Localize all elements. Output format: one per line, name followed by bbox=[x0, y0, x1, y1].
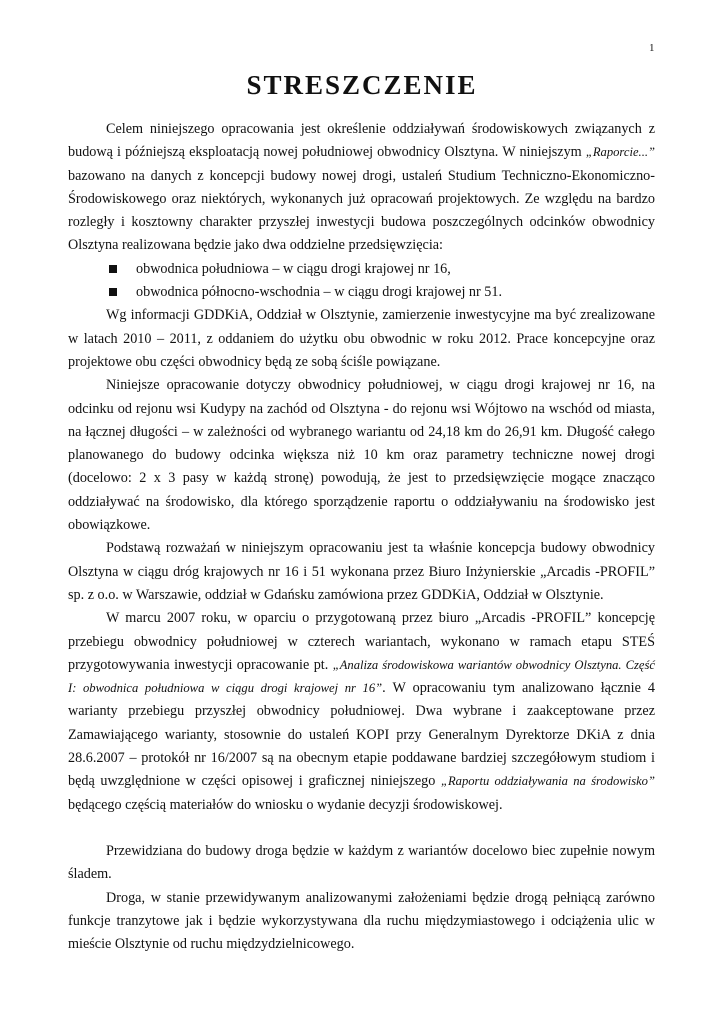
paragraph-schedule: Wg informacji GDDKiA, Oddział w Olsztynie, zamierzenie inwestycyjne ma być zrealizowane w latach 2010 – 2011, z oddaniem do użytku obu obwodnic w roku 2012. Prace koncepcyjne oraz projektowe obu części obwodnicy będą ze sobą ściśle powiązane. bbox=[68, 307, 655, 370]
paragraph-scope: Niniejsze opracowanie dotyczy obwodnicy południowej, w ciągu drogi krajowej nr 16, na odcinku od rejonu wsi Kudypy na zachód od Olsztyna - do rejonu wsi Wójtowo na wschód od miasta, na łącznej długości – w zależności od wybranego wariantu od 24,18 km do 26,91 km. Długość całego planowanego do budowy odcinka większa niż 10 km oraz parametry techniczne nowej drogi (docelowo: 2 x 3 pasy w każdą stronę) powodują, że jest to przedsięwzięcie mogące znacząco oddziaływać na środowisko, dla którego sporządzenie raportu o oddziaływaniu na środowisko jest obowiązkowe. bbox=[68, 377, 655, 534]
bullet-list bbox=[68, 258, 655, 305]
list-item-text: obwodnica południowa – w ciągu drogi krajowej nr 16, bbox=[136, 260, 451, 277]
paragraph-analysis-italic-1: „Analiza środowiskowa wariantów obwodnicy Olsztyna. Część I: obwodnica południowa w ciągu drogi krajowej nr 16” bbox=[68, 657, 655, 696]
document-title: STRESZCZENIE bbox=[246, 70, 478, 100]
paragraph-analysis-text-b: . W opracowaniu tym analizowano łącznie 4 warianty przebiegu przyszłej obwodnicy południowej. Dwa wybrane i zaakceptowane przez Zamawiającego warianty, stosownie do ustaleń KOPI przy Generalnym Dyrektorze DKiA z dnia 28.6.2007 – protokół nr 16/2007 są na obecnym etapie poddawane bardziej szczegółowym studiom i będą uwzględnione w części opisowej i graficznej niniejszego bbox=[68, 680, 655, 790]
list-item bbox=[68, 258, 655, 281]
list-item-text: obwodnica północno-wschodnia – w ciągu drogi krajowej nr 51. bbox=[136, 284, 503, 301]
paragraph-analysis-italic-2: „Raportu oddziaływania na środowisko” bbox=[440, 774, 655, 789]
list-item bbox=[68, 281, 655, 304]
paragraph-new-route: Przewidziana do budowy droga będzie w każdym z wariantów docelowo biec zupełnie nowym śladem. bbox=[68, 842, 655, 883]
paragraph-analysis bbox=[68, 607, 655, 817]
square-bullet-icon bbox=[109, 265, 117, 273]
paragraph-intro-text-a: Celem niniejszego opracowania jest określenie oddziaływań środowiskowych związanych z budową i późniejszą eksploatacją nowej południowej obwodnicy Olsztyna. W niniejszym bbox=[68, 121, 655, 161]
paragraph-function: Droga, w stanie przewidywanym analizowanymi założeniami będzie drogą pełniącą zarówno funkcje tranzytowe jak i będzie wykorzystywana dla ruchu międzymiastowego i odciążenia ulic w mieście Olsztynie od ruchu międzydzielnicowego. bbox=[68, 889, 655, 953]
square-bullet-icon bbox=[109, 288, 117, 296]
paragraph-basis: Podstawą rozważań w niniejszym opracowaniu jest ta właśnie koncepcja budowy obwodnicy Olsztyna w ciągu dróg krajowych nr 16 i 51 wykonana przez Biuro Inżynierskie „Arcadis -PROFIL” sp. z o.o. w Warszawie, oddział w Gdańsku zamówiona przez GDDKiA, Oddział w Olsztynie. bbox=[68, 540, 655, 603]
document-body bbox=[68, 118, 655, 956]
paragraph-analysis-text-c: będącego częścią materiałów do wniosku o wydanie decyzji środowiskowej. bbox=[68, 796, 503, 813]
paragraph-analysis-text-a: W marcu 2007 roku, w oparciu o przygotowaną przez biuro „Arcadis -PROFIL” koncepcję przebiegu obwodnicy południowej w czterech wariantach, wykonano w ramach etapu STEŚ przygotowywania inwestycji opracowanie pt. bbox=[68, 610, 655, 673]
paragraph-intro-italic: „Raporcie...” bbox=[585, 145, 655, 160]
paragraph-intro bbox=[68, 118, 655, 258]
paragraph-intro-text-b: bazowano na danych z koncepcji budowy nowej drogi, ustaleń Studium Techniczno-Ekonomiczno-Środowiskowego oraz niektórych, wykonanych już opracowań projektowych. Ze względu na bardzo rozległy i kosztowny charakter przyszłej inwestycji budowa poszczególnych odcinków obwodnicy Olsztyna realizowana będzie jako dwa oddzielne przedsięwzięcia: bbox=[68, 167, 655, 254]
page-number: 1 bbox=[649, 42, 655, 54]
